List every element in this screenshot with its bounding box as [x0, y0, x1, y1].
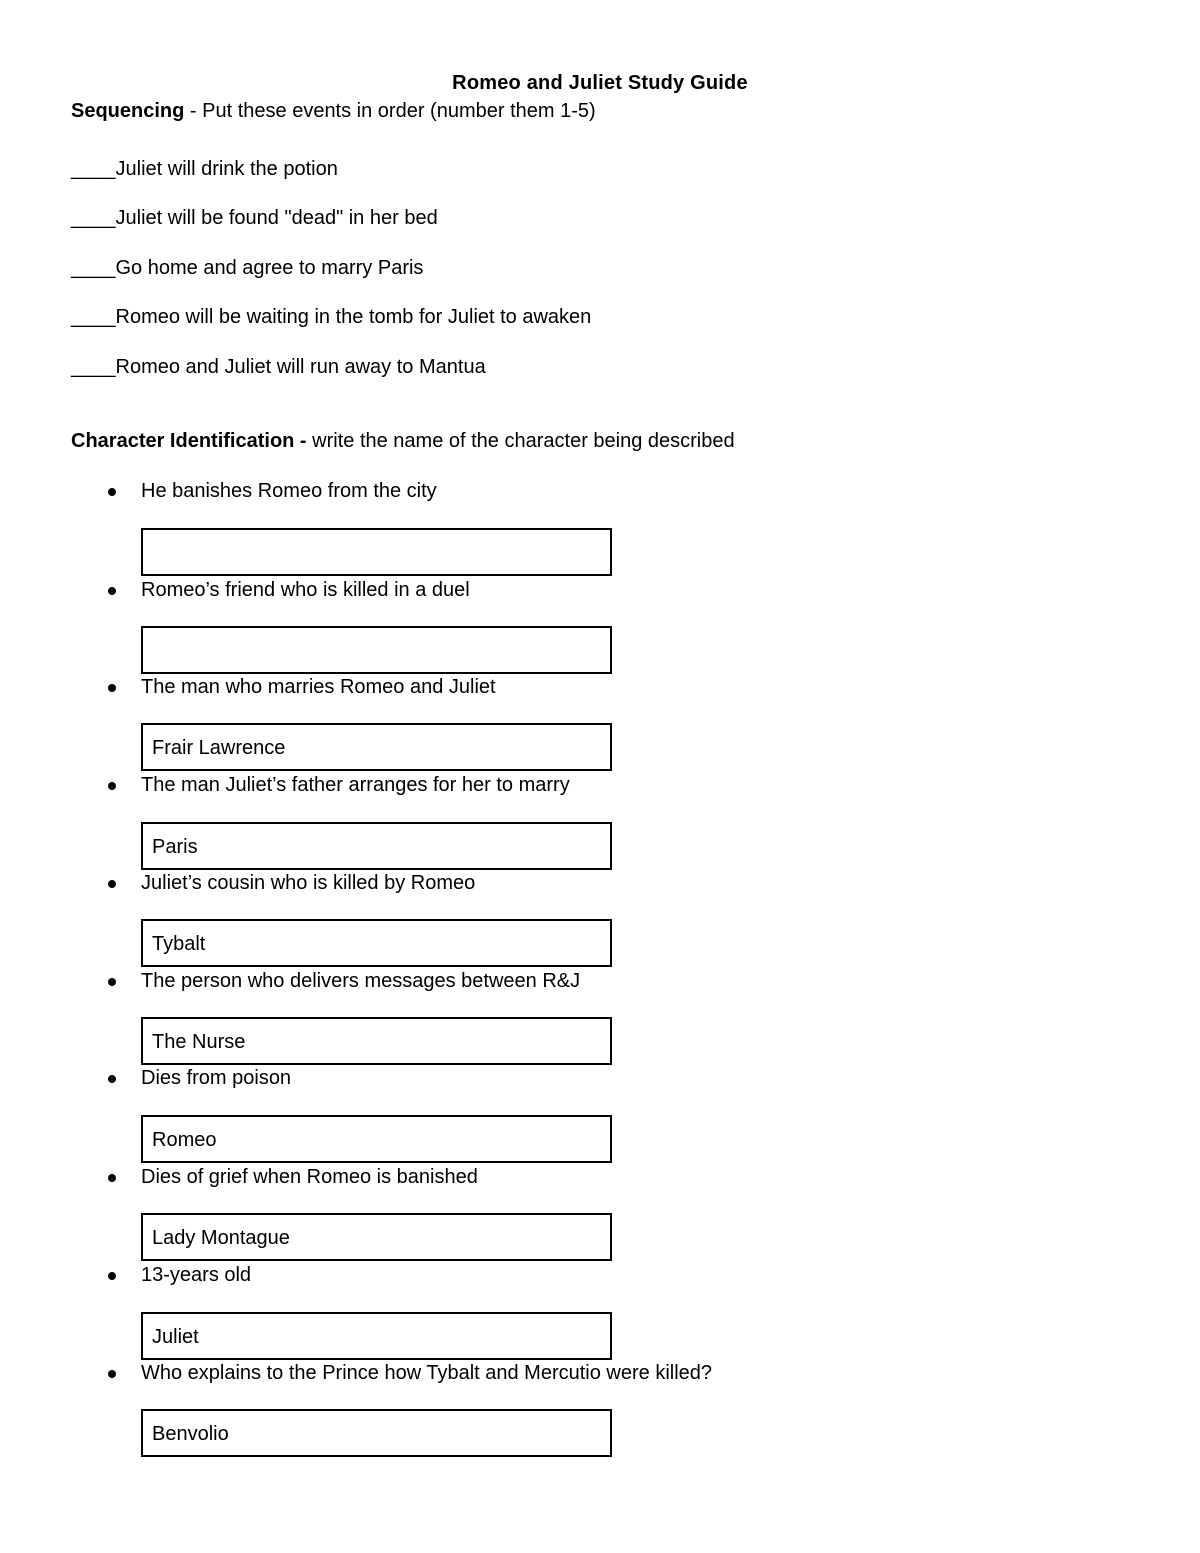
- bullet-icon: [108, 1272, 116, 1280]
- question-text: Romeo’s friend who is killed in a duel: [141, 579, 470, 601]
- answer-box[interactable]: [141, 723, 612, 771]
- answer-box[interactable]: [141, 1312, 612, 1360]
- character-id-heading-label: Character Identification -: [71, 430, 313, 452]
- bullet-icon: [108, 488, 116, 496]
- answer-box[interactable]: [141, 1017, 612, 1065]
- answer-box[interactable]: [141, 822, 612, 870]
- question-text: He banishes Romeo from the city: [141, 480, 437, 502]
- question-text: Dies from poison: [141, 1067, 292, 1089]
- sequence-event: [71, 355, 486, 379]
- sequence-blank[interactable]: ____: [71, 257, 116, 279]
- answer-box[interactable]: [141, 626, 612, 674]
- answer-box[interactable]: [141, 1409, 612, 1457]
- question-text: The person who delivers messages between R&J: [141, 970, 581, 992]
- sequence-event: [71, 256, 423, 280]
- sequence-event-text: Go home and agree to marry Paris: [115, 257, 424, 279]
- answer-text: The Nurse: [152, 1031, 246, 1053]
- bullet-icon: [108, 978, 116, 986]
- question-text: The man Juliet’s father arranges for her to marry: [141, 774, 570, 796]
- answer-text: Juliet: [152, 1326, 199, 1348]
- sequence-event: [71, 206, 438, 230]
- character-id-heading: [71, 429, 735, 453]
- bullet-icon: [108, 1370, 116, 1378]
- character-id-instruction: write the name of the character being described: [312, 430, 735, 452]
- sequence-event-text: Romeo will be waiting in the tomb for Juliet to awaken: [115, 306, 592, 328]
- bullet-icon: [108, 1174, 116, 1182]
- sequencing-instruction: - Put these events in order (number them 1-5): [184, 100, 596, 122]
- bullet-icon: [108, 880, 116, 888]
- bullet-icon: [108, 587, 116, 595]
- bullet-icon: [108, 684, 116, 692]
- sequence-event: [71, 305, 591, 329]
- sequence-blank[interactable]: ____: [71, 306, 116, 328]
- sequence-blank[interactable]: ____: [71, 356, 116, 378]
- answer-box[interactable]: [141, 528, 612, 576]
- page-title: Romeo and Juliet Study Guide: [452, 72, 748, 94]
- answer-box[interactable]: [141, 919, 612, 967]
- sequence-event-text: Romeo and Juliet will run away to Mantua: [115, 356, 486, 378]
- question-text: Juliet’s cousin who is killed by Romeo: [141, 872, 476, 894]
- question-text: Dies of grief when Romeo is banished: [141, 1166, 478, 1188]
- question-text: 13-years old: [141, 1264, 252, 1286]
- answer-text: Romeo: [152, 1129, 217, 1151]
- sequence-event: [71, 157, 338, 181]
- sequence-event-text: Juliet will drink the potion: [115, 158, 338, 180]
- bullet-icon: [108, 782, 116, 790]
- answer-text: Tybalt: [152, 933, 206, 955]
- question-text: Who explains to the Prince how Tybalt and Mercutio were killed?: [141, 1362, 713, 1384]
- sequence-event-text: Juliet will be found "dead" in her bed: [115, 207, 438, 229]
- answer-text: Paris: [152, 836, 198, 858]
- answer-box[interactable]: [141, 1115, 612, 1163]
- question-text: The man who marries Romeo and Juliet: [141, 676, 496, 698]
- answer-text: Lady Montague: [152, 1227, 290, 1249]
- answer-box[interactable]: [141, 1213, 612, 1261]
- bullet-icon: [108, 1075, 116, 1083]
- answer-text: Frair Lawrence: [152, 737, 286, 759]
- sequence-blank[interactable]: ____: [71, 207, 116, 229]
- answer-text: Benvolio: [152, 1423, 229, 1445]
- sequencing-heading: [71, 99, 596, 123]
- sequence-blank[interactable]: ____: [71, 158, 116, 180]
- sequencing-heading-label: Sequencing: [71, 100, 185, 122]
